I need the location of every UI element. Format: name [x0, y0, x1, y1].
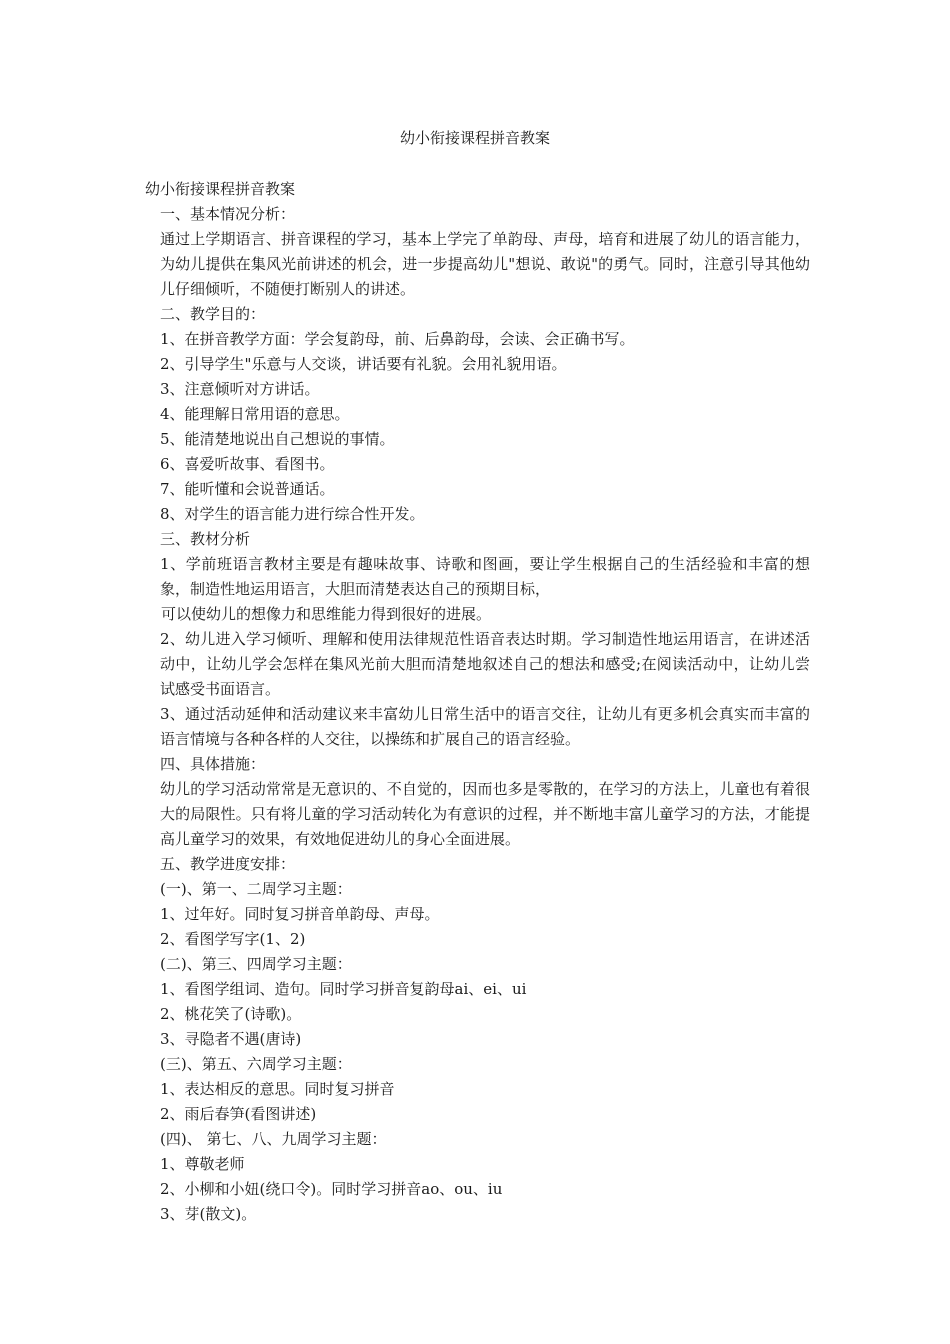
- schedule-line: (三)、第五、六周学习主题：: [160, 1055, 352, 1073]
- material-paragraph-1-continued: 可以使幼儿的想像力和思维能力得到很好的进展。: [161, 605, 492, 623]
- schedule-line: 2、雨后春笋(看图讲述): [160, 1105, 317, 1123]
- schedule-line: 2、看图学写字(1、2): [160, 930, 306, 948]
- schedule-line: 2、桃花笑了(诗歌)。: [160, 1005, 302, 1023]
- goal-item: 5、能清楚地说出自己想说的事情。: [160, 430, 395, 448]
- schedule-line: 1、尊敬老师: [160, 1155, 245, 1173]
- schedule-line: (二)、第三、四周学习主题：: [160, 955, 352, 973]
- section-heading-schedule: 五、教学进度安排：: [160, 855, 296, 873]
- section-heading-basic-analysis: 一、基本情况分析：: [160, 205, 296, 223]
- schedule-line: 1、看图学组词、造句。同时学习拼音复韵母ai、ei、ui: [160, 980, 527, 998]
- basic-analysis-paragraph: 通过上学期语言、拼音课程的学习，基本上学完了单韵母、声母，培育和进展了幼儿的语言能力，为幼儿提供在集风光前讲述的机会，进一步提高幼儿"想说、敢说"的勇气。同时，注意引导其他幼儿仔细倾听，不随便打断别人的讲述。: [160, 230, 810, 298]
- material-paragraph-1: 1、学前班语言教材主要是有趣味故事、诗歌和图画，要让学生根据自己的生活经验和丰富的想象，制造性地运用语言，大胆而清楚表达自己的预期目标，: [160, 555, 810, 598]
- goal-item: 1、在拼音教学方面：学会复韵母，前、后鼻韵母，会读、会正确书写。: [160, 330, 635, 348]
- goal-item: 3、注意倾听对方讲话。: [160, 380, 320, 398]
- section-heading-teaching-goals: 二、教学目的：: [160, 305, 266, 323]
- schedule-line: 1、表达相反的意思。同时复习拼音: [160, 1080, 395, 1098]
- document-title: 幼小衔接课程拼音教案: [399, 129, 550, 147]
- schedule-line: (一)、第一、二周学习主题：: [160, 880, 352, 898]
- schedule-line: 2、小柳和小妞(绕口令)。同时学习拼音ao、ou、iu: [160, 1180, 503, 1198]
- goal-item: 4、能理解日常用语的意思。: [160, 405, 350, 423]
- schedule-line: 1、过年好。同时复习拼音单韵母、声母。: [160, 905, 440, 923]
- material-paragraph-3: 3、通过活动延伸和活动建议来丰富幼儿日常生活中的语言交往，让幼儿有更多机会真实而丰富的语言情境与各种各样的人交往，以操练和扩展自己的语言经验。: [160, 705, 810, 748]
- schedule-line: 3、寻隐者不遇(唐诗): [160, 1030, 302, 1048]
- goal-item: 8、对学生的语言能力进行综合性开发。: [160, 505, 425, 523]
- schedule-line: (四)、 第七、八、九周学习主题：: [160, 1130, 387, 1148]
- document-body: [145, 177, 810, 1227]
- schedule-line: 3、芽(散文)。: [160, 1205, 257, 1223]
- measures-paragraph: 幼儿的学习活动常常是无意识的、不自觉的，因而也多是零散的，在学习的方法上，儿童也有着很大的局限性。只有将儿童的学习活动转化为有意识的过程，并不断地丰富儿童学习的方法，才能提高儿童学习的效果，有效地促进幼儿的身心全面进展。: [160, 780, 810, 848]
- document-subtitle: 幼小衔接课程拼音教案: [145, 180, 296, 198]
- goal-item: 2、引导学生"乐意与人交谈，讲话要有礼貌。会用礼貌用语。: [160, 355, 567, 373]
- material-paragraph-2: 2、幼儿进入学习倾听、理解和使用法律规范性语音表达时期。学习制造性地运用语言，在讲述活动中，让幼儿学会怎样在集风光前大胆而清楚地叙述自己的想法和感受;在阅读活动中，让幼儿尝试感受书面语言。: [160, 630, 810, 698]
- section-heading-measures: 四、具体措施：: [160, 755, 266, 773]
- goal-item: 7、能听懂和会说普通话。: [160, 480, 335, 498]
- goal-item: 6、喜爱听故事、看图书。: [160, 455, 335, 473]
- section-heading-material-analysis: 三、教材分析: [160, 530, 251, 548]
